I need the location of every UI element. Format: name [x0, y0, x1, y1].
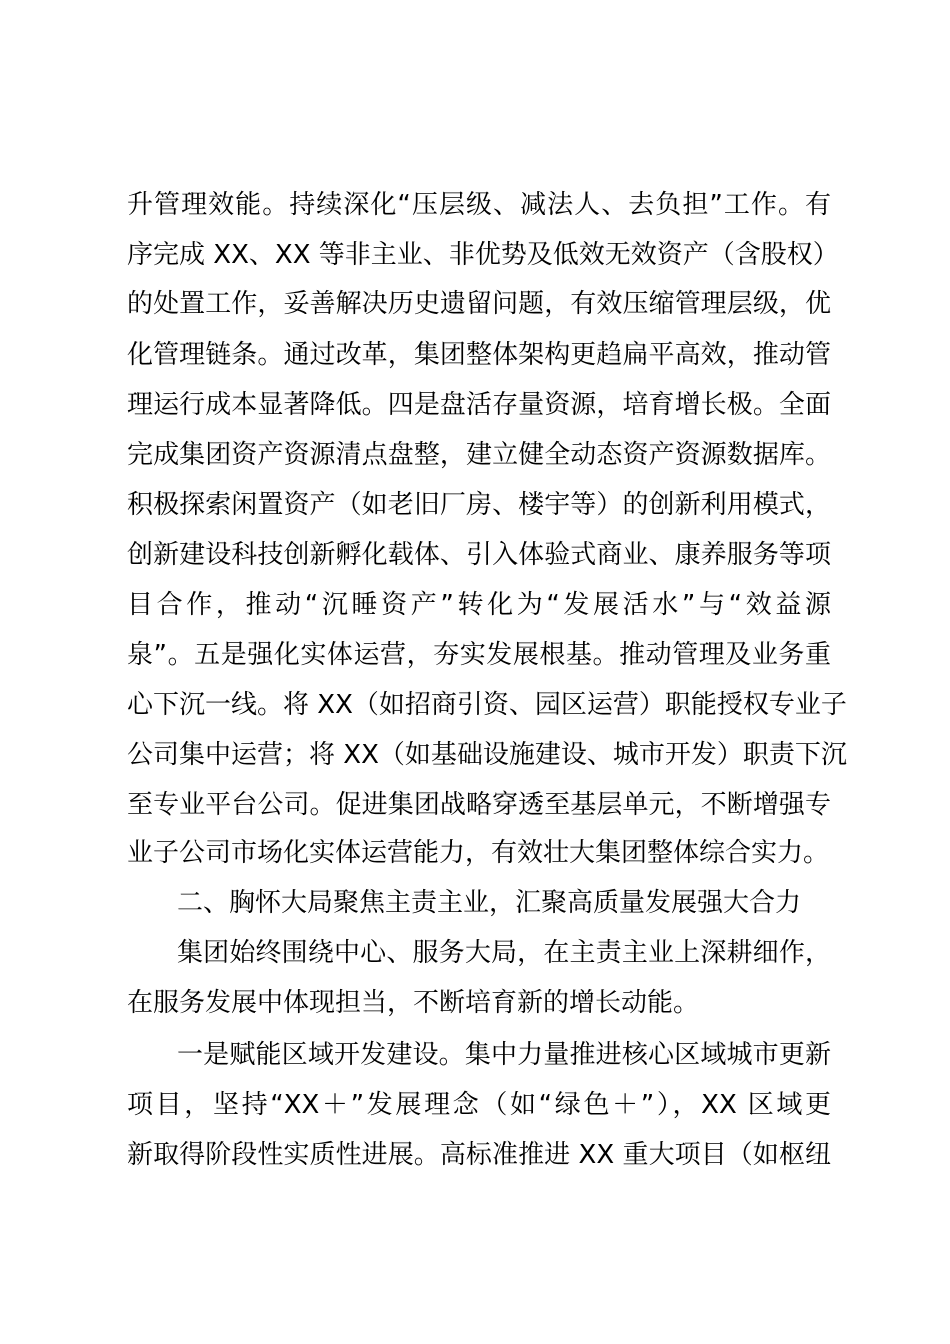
text-line-10: 泉”。五是强化实体运营，夯实发展根基。推动管理及业务重: [127, 640, 831, 670]
text-line-6: 完成集团资产资源清点盘整，建立健全动态资产资源数据库。: [127, 440, 831, 470]
text-line-18: 一是赋能区域开发建设。集中力量推进核心区域城市更新: [177, 1040, 831, 1070]
text-line-5: 理运行成本显著降低。四是盘活存量资源，培育增长极。全面: [127, 390, 831, 420]
text-line-2: 序完成 XX、XX 等非主业、非优势及低效无效资产（含股权）: [127, 240, 839, 270]
text-line-13: 至专业平台公司。促进集团战略穿透至基层单元，不断增强专: [127, 790, 831, 820]
text-line-7: 积极探索闲置资产（如老旧厂房、楼宇等）的创新利用模式，: [127, 490, 831, 520]
text-line-3: 的处置工作，妥善解决历史遗留问题，有效压缩管理层级，优: [127, 289, 831, 319]
text-line-20: 新取得阶段性实质性进展。高标准推进 XX 重大项目（如枢纽: [127, 1140, 831, 1170]
text-line-8: 创新建设科技创新孵化载体、引入体验式商业、康养服务等项: [127, 540, 831, 570]
text-line-4: 化管理链条。通过改革，集团整体架构更趋扁平高效，推动管: [127, 340, 831, 370]
text-line-11: 心下沉一线。将 XX（如招商引资、园区运营）职能授权专业子: [127, 690, 847, 720]
text-line-12: 公司集中运营；将 XX（如基础设施建设、城市开发）职责下沉: [127, 740, 847, 770]
text-line-19: 项目，坚持“XX＋”发展理念（如“绿色＋”），XX 区域更: [127, 1090, 831, 1120]
text-line-14: 业子公司市场化实体运营能力，有效壮大集团整体综合实力。: [127, 838, 830, 868]
text-line-1: 升管理效能。持续深化“压层级、减法人、去负担”工作。有: [127, 190, 831, 220]
text-line-17: 在服务发展中体现担当，不断培育新的增长动能。: [127, 988, 700, 1018]
text-line-16: 集团始终围绕中心、服务大局，在主责主业上深耕细作，: [177, 938, 831, 968]
section-heading: 二、胸怀大局聚焦主责主业，汇聚高质量发展强大合力: [177, 888, 802, 918]
text-line-9: 目合作，推动“沉睡资产”转化为“发展活水”与“效益源: [127, 590, 831, 620]
